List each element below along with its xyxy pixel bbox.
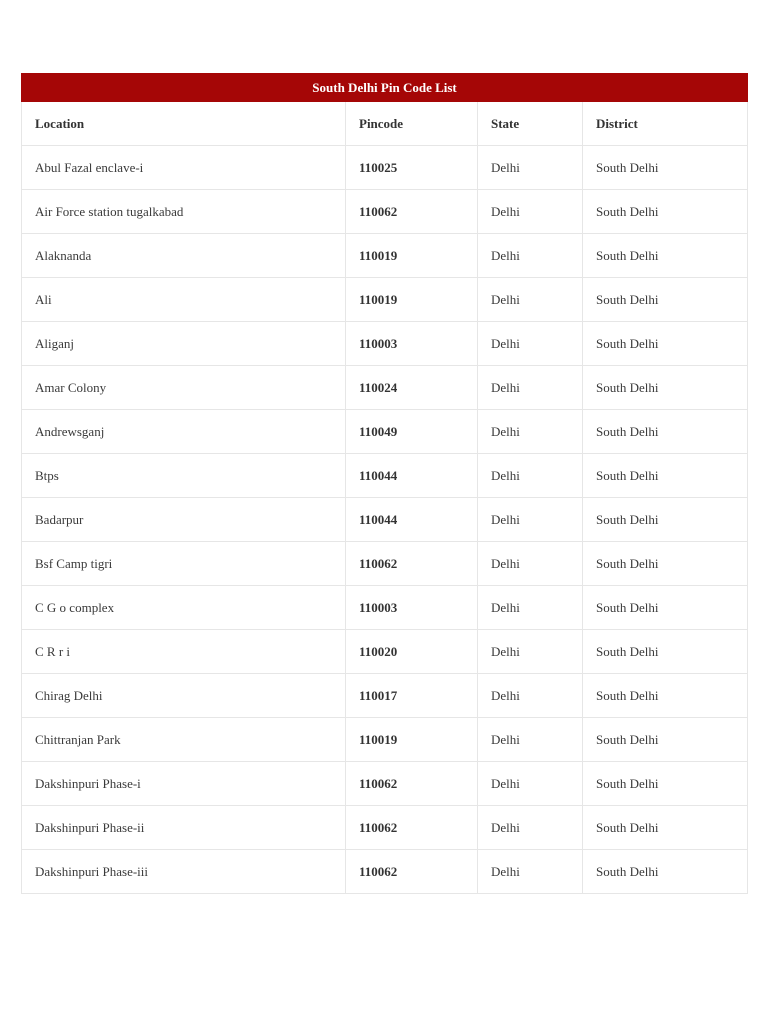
table-row <box>22 586 748 630</box>
location-cell: Air Force station tugalkabad <box>22 190 346 234</box>
state-cell: Delhi <box>478 806 583 850</box>
district-cell: South Delhi <box>583 674 748 718</box>
table-row <box>22 630 748 674</box>
state-cell: Delhi <box>478 630 583 674</box>
pincode-cell: 110020 <box>346 630 478 674</box>
state-cell: Delhi <box>478 322 583 366</box>
table-row <box>22 542 748 586</box>
state-cell: Delhi <box>478 146 583 190</box>
table-header-row <box>22 102 748 146</box>
pincode-cell: 110019 <box>346 718 478 762</box>
table-row <box>22 674 748 718</box>
district-cell: South Delhi <box>583 630 748 674</box>
pincode-cell: 110062 <box>346 542 478 586</box>
location-cell: C R r i <box>22 630 346 674</box>
location-cell: Chittranjan Park <box>22 718 346 762</box>
table-row <box>22 454 748 498</box>
table-row <box>22 322 748 366</box>
state-cell: Delhi <box>478 278 583 322</box>
pincode-cell: 110062 <box>346 190 478 234</box>
location-cell: Badarpur <box>22 498 346 542</box>
location-cell: Bsf Camp tigri <box>22 542 346 586</box>
pin-code-document <box>21 73 747 894</box>
district-cell: South Delhi <box>583 322 748 366</box>
table-row <box>22 234 748 278</box>
table-row <box>22 850 748 894</box>
table-row <box>22 278 748 322</box>
state-cell: Delhi <box>478 190 583 234</box>
table-row <box>22 806 748 850</box>
pincode-cell: 110003 <box>346 322 478 366</box>
district-cell: South Delhi <box>583 366 748 410</box>
location-cell: Abul Fazal enclave-i <box>22 146 346 190</box>
table-row <box>22 498 748 542</box>
district-cell: South Delhi <box>583 190 748 234</box>
table-title-row <box>22 74 748 102</box>
header-state: State <box>478 102 583 146</box>
location-cell: Andrewsganj <box>22 410 346 454</box>
table-row <box>22 718 748 762</box>
district-cell: South Delhi <box>583 146 748 190</box>
location-cell: Btps <box>22 454 346 498</box>
pincode-cell: 110019 <box>346 234 478 278</box>
state-cell: Delhi <box>478 542 583 586</box>
pin-code-table <box>21 73 748 894</box>
state-cell: Delhi <box>478 674 583 718</box>
location-cell: Amar Colony <box>22 366 346 410</box>
location-cell: Alaknanda <box>22 234 346 278</box>
table-row <box>22 410 748 454</box>
location-cell: Dakshinpuri Phase-iii <box>22 850 346 894</box>
state-cell: Delhi <box>478 366 583 410</box>
location-cell: Aliganj <box>22 322 346 366</box>
pincode-cell: 110049 <box>346 410 478 454</box>
district-cell: South Delhi <box>583 542 748 586</box>
table-body <box>22 146 748 894</box>
pincode-cell: 110062 <box>346 806 478 850</box>
district-cell: South Delhi <box>583 806 748 850</box>
location-cell: Ali <box>22 278 346 322</box>
pincode-cell: 110024 <box>346 366 478 410</box>
pincode-cell: 110062 <box>346 762 478 806</box>
pincode-cell: 110062 <box>346 850 478 894</box>
table-row <box>22 146 748 190</box>
district-cell: South Delhi <box>583 850 748 894</box>
state-cell: Delhi <box>478 410 583 454</box>
state-cell: Delhi <box>478 850 583 894</box>
district-cell: South Delhi <box>583 498 748 542</box>
table-row <box>22 190 748 234</box>
district-cell: South Delhi <box>583 278 748 322</box>
state-cell: Delhi <box>478 718 583 762</box>
pincode-cell: 110003 <box>346 586 478 630</box>
state-cell: Delhi <box>478 586 583 630</box>
state-cell: Delhi <box>478 762 583 806</box>
table-row <box>22 366 748 410</box>
district-cell: South Delhi <box>583 718 748 762</box>
location-cell: Chirag Delhi <box>22 674 346 718</box>
state-cell: Delhi <box>478 454 583 498</box>
district-cell: South Delhi <box>583 410 748 454</box>
district-cell: South Delhi <box>583 586 748 630</box>
pincode-cell: 110044 <box>346 454 478 498</box>
pincode-cell: 110044 <box>346 498 478 542</box>
state-cell: Delhi <box>478 498 583 542</box>
district-cell: South Delhi <box>583 454 748 498</box>
header-pincode: Pincode <box>346 102 478 146</box>
location-cell: Dakshinpuri Phase-i <box>22 762 346 806</box>
table-title: South Delhi Pin Code List <box>22 74 748 102</box>
location-cell: C G o complex <box>22 586 346 630</box>
state-cell: Delhi <box>478 234 583 278</box>
header-location: Location <box>22 102 346 146</box>
header-district: District <box>583 102 748 146</box>
location-cell: Dakshinpuri Phase-ii <box>22 806 346 850</box>
pincode-cell: 110019 <box>346 278 478 322</box>
district-cell: South Delhi <box>583 762 748 806</box>
district-cell: South Delhi <box>583 234 748 278</box>
table-row <box>22 762 748 806</box>
pincode-cell: 110017 <box>346 674 478 718</box>
pincode-cell: 110025 <box>346 146 478 190</box>
